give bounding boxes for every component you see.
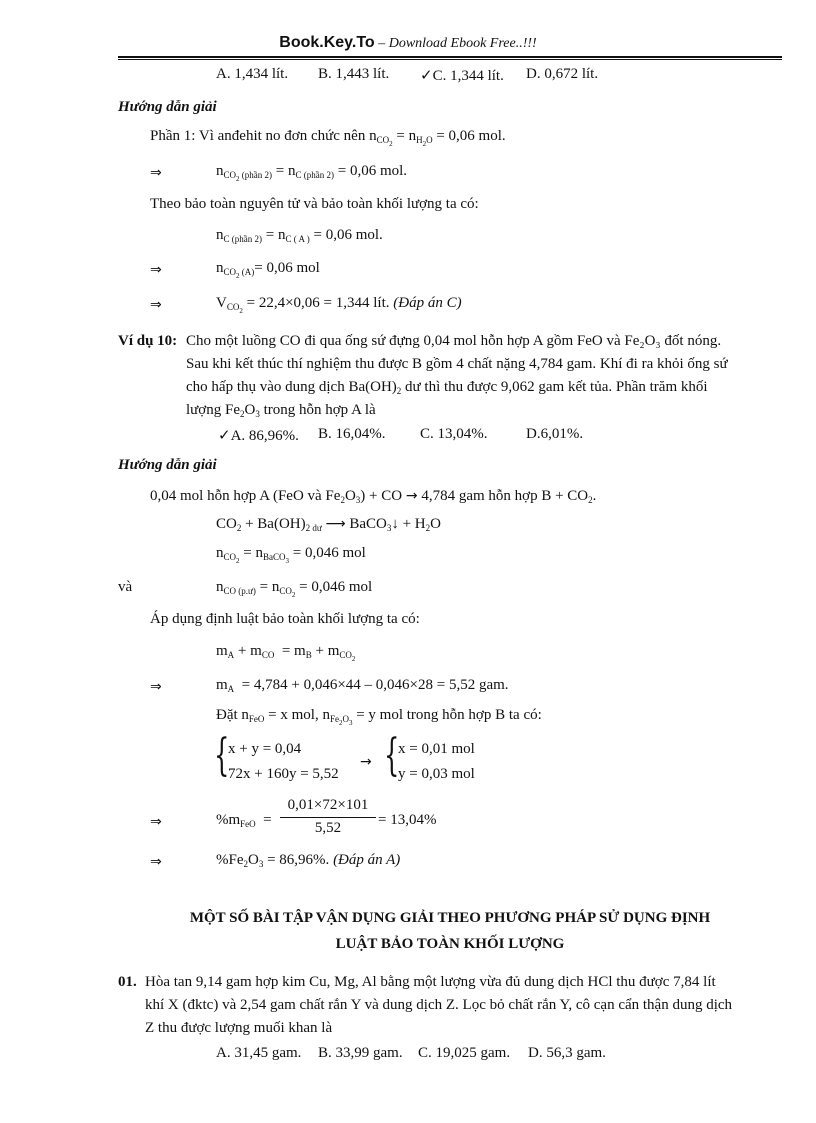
system-res-1: x = 0,01 mol [398, 741, 475, 757]
sol10-final: $\%Fe_2O_3 = 86,96\%$. (Đáp án A) [216, 852, 401, 869]
sol10-set-b: = x mol, n [264, 707, 330, 723]
sol10-final-a: %Fe [216, 852, 244, 868]
ex10-line3b: dư thì thu được 9,062 gam kết tủa. Phần trăm khối [401, 379, 708, 395]
implies-icon: ⇒ [150, 814, 162, 830]
implies-icon: ⇒ [150, 297, 162, 313]
sol10-set-a: Đặt n [216, 707, 249, 723]
implies-icon: ⇒ [150, 165, 162, 181]
q01-option-d: D. 56,3 gam. [528, 1045, 606, 1061]
section-title-line-2: LUẬT BẢO TOÀN KHỐI LƯỢNG [335, 936, 565, 952]
sol9-line-1: Phần 1: Vì anđehit no đơn chức nên $n_{CO_2} = n_{H_2O} = 0,06$ mol. [150, 128, 506, 148]
ex10-line-1: Cho một luồng CO đi qua ống sứ đựng 0,04 mol hỗn hợp A gồm FeO và Fe₂O₃ đốt nóng. [186, 333, 722, 349]
arrow-right-icon: → [360, 754, 372, 770]
q01-line-3: Z thu được lượng muối khan là [145, 1020, 333, 1036]
option-a: A. 1,434 lít. [216, 66, 289, 82]
header-tagline: – Download Ebook Free..!!! [374, 36, 537, 51]
guide-label: Hướng dẫn giải [118, 457, 217, 473]
left-brace-icon: { [214, 730, 230, 781]
fraction-bar [280, 817, 376, 818]
ex10-label: Ví dụ 10: [118, 333, 178, 349]
q01-line-2: khí X (đktc) và 2,54 gam chất rắn Y và dung dịch Z. Lọc bỏ chất rắn Y, cô cạn cẩn thận dung dịch [145, 997, 733, 1013]
sol10-mass-eq-text: = m [281, 643, 306, 659]
ex10-option-b: B. 16,04%. [318, 426, 386, 442]
sol9-line-2: $n_{CO_2 (phần 2)} = n_{C (phần 2)} = 0,06$ mol. [216, 163, 408, 183]
sol10-l2d: + H [398, 516, 426, 532]
guide-label: Hướng dẫn giải [118, 99, 217, 115]
sol9-line-5: $n_{CO_2 (A)}= 0,06$ mol [216, 260, 320, 280]
ex10-line4b: trong hỗn hợp A là [259, 402, 376, 418]
sol9-part1-tail: = 0,06 mol. [436, 128, 506, 144]
ex10-line1-end: đốt nóng. [660, 333, 722, 349]
arrow-right-icon: → [405, 488, 418, 504]
ex10-option-a: ✓A. 86,96%. [218, 428, 299, 444]
sol10-mass-calc: $m_A = 4,784 + 0,046\times 44 - 0,046\times 28 = 5,52$ gam. [216, 677, 509, 694]
system-res-2: y = 0,03 mol [398, 766, 475, 782]
sol10-l2b: + Ba(OH) [241, 516, 306, 532]
pct-numerator: 0,01×72×101 [287, 797, 369, 813]
sol10-line-3: $n_{CO_2} = n_{BaCO_3} = 0,046$ mol [216, 545, 366, 565]
system-eq-1: x + y = 0,04 [228, 741, 302, 757]
sol9-conserve: Theo bảo toàn nguyên tử và bảo toàn khối lượng ta có: [150, 196, 479, 212]
pct-result: = 13,04% [378, 812, 437, 828]
sol10-apply: Áp dụng định luật bảo toàn khối lượng ta có: [150, 611, 420, 627]
section-title-line-1: MỘT SỐ BÀI TẬP VẬN DỤNG GIẢI THEO PHƯƠNG PHÁP SỬ DỤNG ĐỊNH [189, 910, 711, 926]
long-arrow-icon: ⟶ [325, 516, 346, 532]
ex10-option-c: C. 13,04%. [420, 426, 488, 442]
sol10-answer: (Đáp án A) [333, 852, 401, 868]
pct-feo-label: $\%m_{FeO}$ = [216, 812, 272, 829]
pct-fraction [280, 797, 376, 837]
ex10-line1-text: Cho một luồng CO đi qua ống sứ đựng 0,04 mol hỗn hợp A gồm FeO và Fe [186, 333, 640, 349]
sol10-set: Đặt $n_{FeO} = x$ mol, $n_{Fe_2O_3} = y$ mol trong hỗn hợp B ta có: [216, 707, 542, 727]
sol10-final-b: = 86,96%. [263, 852, 330, 868]
sol9-part1-text: Phần 1: Vì anđehit no đơn chức nên [150, 128, 366, 144]
sol10-line-2: $CO_2 + Ba(OH)_{2 dư}$ ⟶ BaCO$_3$↓ + $H_2O$ [216, 516, 441, 533]
ex10-line4a: lượng Fe [186, 402, 240, 418]
implies-icon: ⇒ [150, 679, 162, 695]
option-c: ✓C. 1,344 lít. [420, 68, 504, 84]
sol9-line5-tail: = 0,06 mol [254, 260, 320, 276]
ex10-line3a: cho hấp thụ vào dung dịch Ba(OH) [186, 379, 397, 395]
sol9-line-4: $n_{C (phần 2)} = n_{C ( A )} = 0,06$ mol. [216, 227, 383, 244]
sol10-l1b: ) + CO [360, 488, 403, 504]
ex10-line-2: Sau khi kết thúc thí nghiệm thu được B gồm 4 chất nặng 4,784 gam. Khí đi ra khỏi ống sứ [186, 356, 728, 372]
sol10-set-c: = y mol trong hỗn hợp B ta có: [352, 707, 542, 723]
q01-number: 01. [118, 974, 137, 990]
option-b: B. 1,443 lít. [318, 66, 390, 82]
system-eq-2: 72x + 160y = 5,52 [228, 766, 339, 782]
sol10-l4-tail: = 0,046 mol [299, 579, 373, 595]
sol10-l3-tail: = 0,046 mol [292, 545, 366, 561]
sol10-line-1: 0,04 mol hỗn hợp A (FeO và $Fe_2O_3$) + CO → 4,784 gam hỗn hợp $B + CO_2$. [150, 488, 597, 505]
q01-option-a: A. 31,45 gam. [216, 1045, 302, 1061]
sol10-and: và [118, 579, 133, 595]
q01-option-c: C. 19,025 gam. [418, 1045, 511, 1061]
sol10-mass-calc-text: = 4,784 + 0,046×44 – 0,046×28 = 5,52 gam. [241, 677, 509, 693]
left-brace-icon: { [384, 730, 400, 781]
header-brand: Book.Key.To [279, 34, 375, 51]
sol10-l2c: BaCO [349, 516, 387, 532]
sol10-l1a: 0,04 mol hỗn hợp A (FeO và Fe [150, 488, 341, 504]
page-header [0, 34, 816, 52]
pct-denominator: 5,52 [314, 820, 342, 836]
ex10-option-d: D.6,01%. [526, 426, 584, 442]
sol10-line-4: $n_{CO (p.ư)} = n_{CO_2} = 0,046$ mol [216, 579, 373, 599]
q01-option-b: B. 33,99 gam. [318, 1045, 403, 1061]
option-d: D. 0,672 lít. [526, 66, 599, 82]
sol9-line4-tail: = 0,06 mol. [313, 227, 383, 243]
sol10-l2a: CO [216, 516, 237, 532]
sol9-line2-tail: = 0,06 mol. [337, 163, 408, 179]
implies-icon: ⇒ [150, 854, 162, 870]
q01-line-1: Hòa tan 9,14 gam hợp kim Cu, Mg, Al bằng một lượng vừa đủ dung dịch HCl thu được 7,84 lít [145, 974, 716, 990]
sol10-l1c: 4,784 gam hỗn hợp B + CO [421, 488, 589, 504]
sol9-answer: (Đáp án C) [393, 295, 462, 311]
implies-icon: ⇒ [150, 262, 162, 278]
ex10-line-4: lượng $Fe_2O_3$ trong hỗn hợp A là [186, 402, 376, 419]
sol10-mass-eq: $m_A + m_{CO} = m_B + m_{CO_2}$ [216, 643, 356, 663]
ex10-line-3: cho hấp thụ vào dung dịch $Ba(OH)_2$ dư thì thu được 9,062 gam kết tủa. Phần trăm khối [186, 379, 708, 396]
sol9-line6-eq: = 22,4×0,06 = 1,344 lít. [246, 295, 390, 311]
sol9-line-6: $V_{CO_2} = 22,4\times 0,06 = 1,344$ lít. (Đáp án C) [216, 295, 462, 315]
header-rule [118, 56, 782, 60]
